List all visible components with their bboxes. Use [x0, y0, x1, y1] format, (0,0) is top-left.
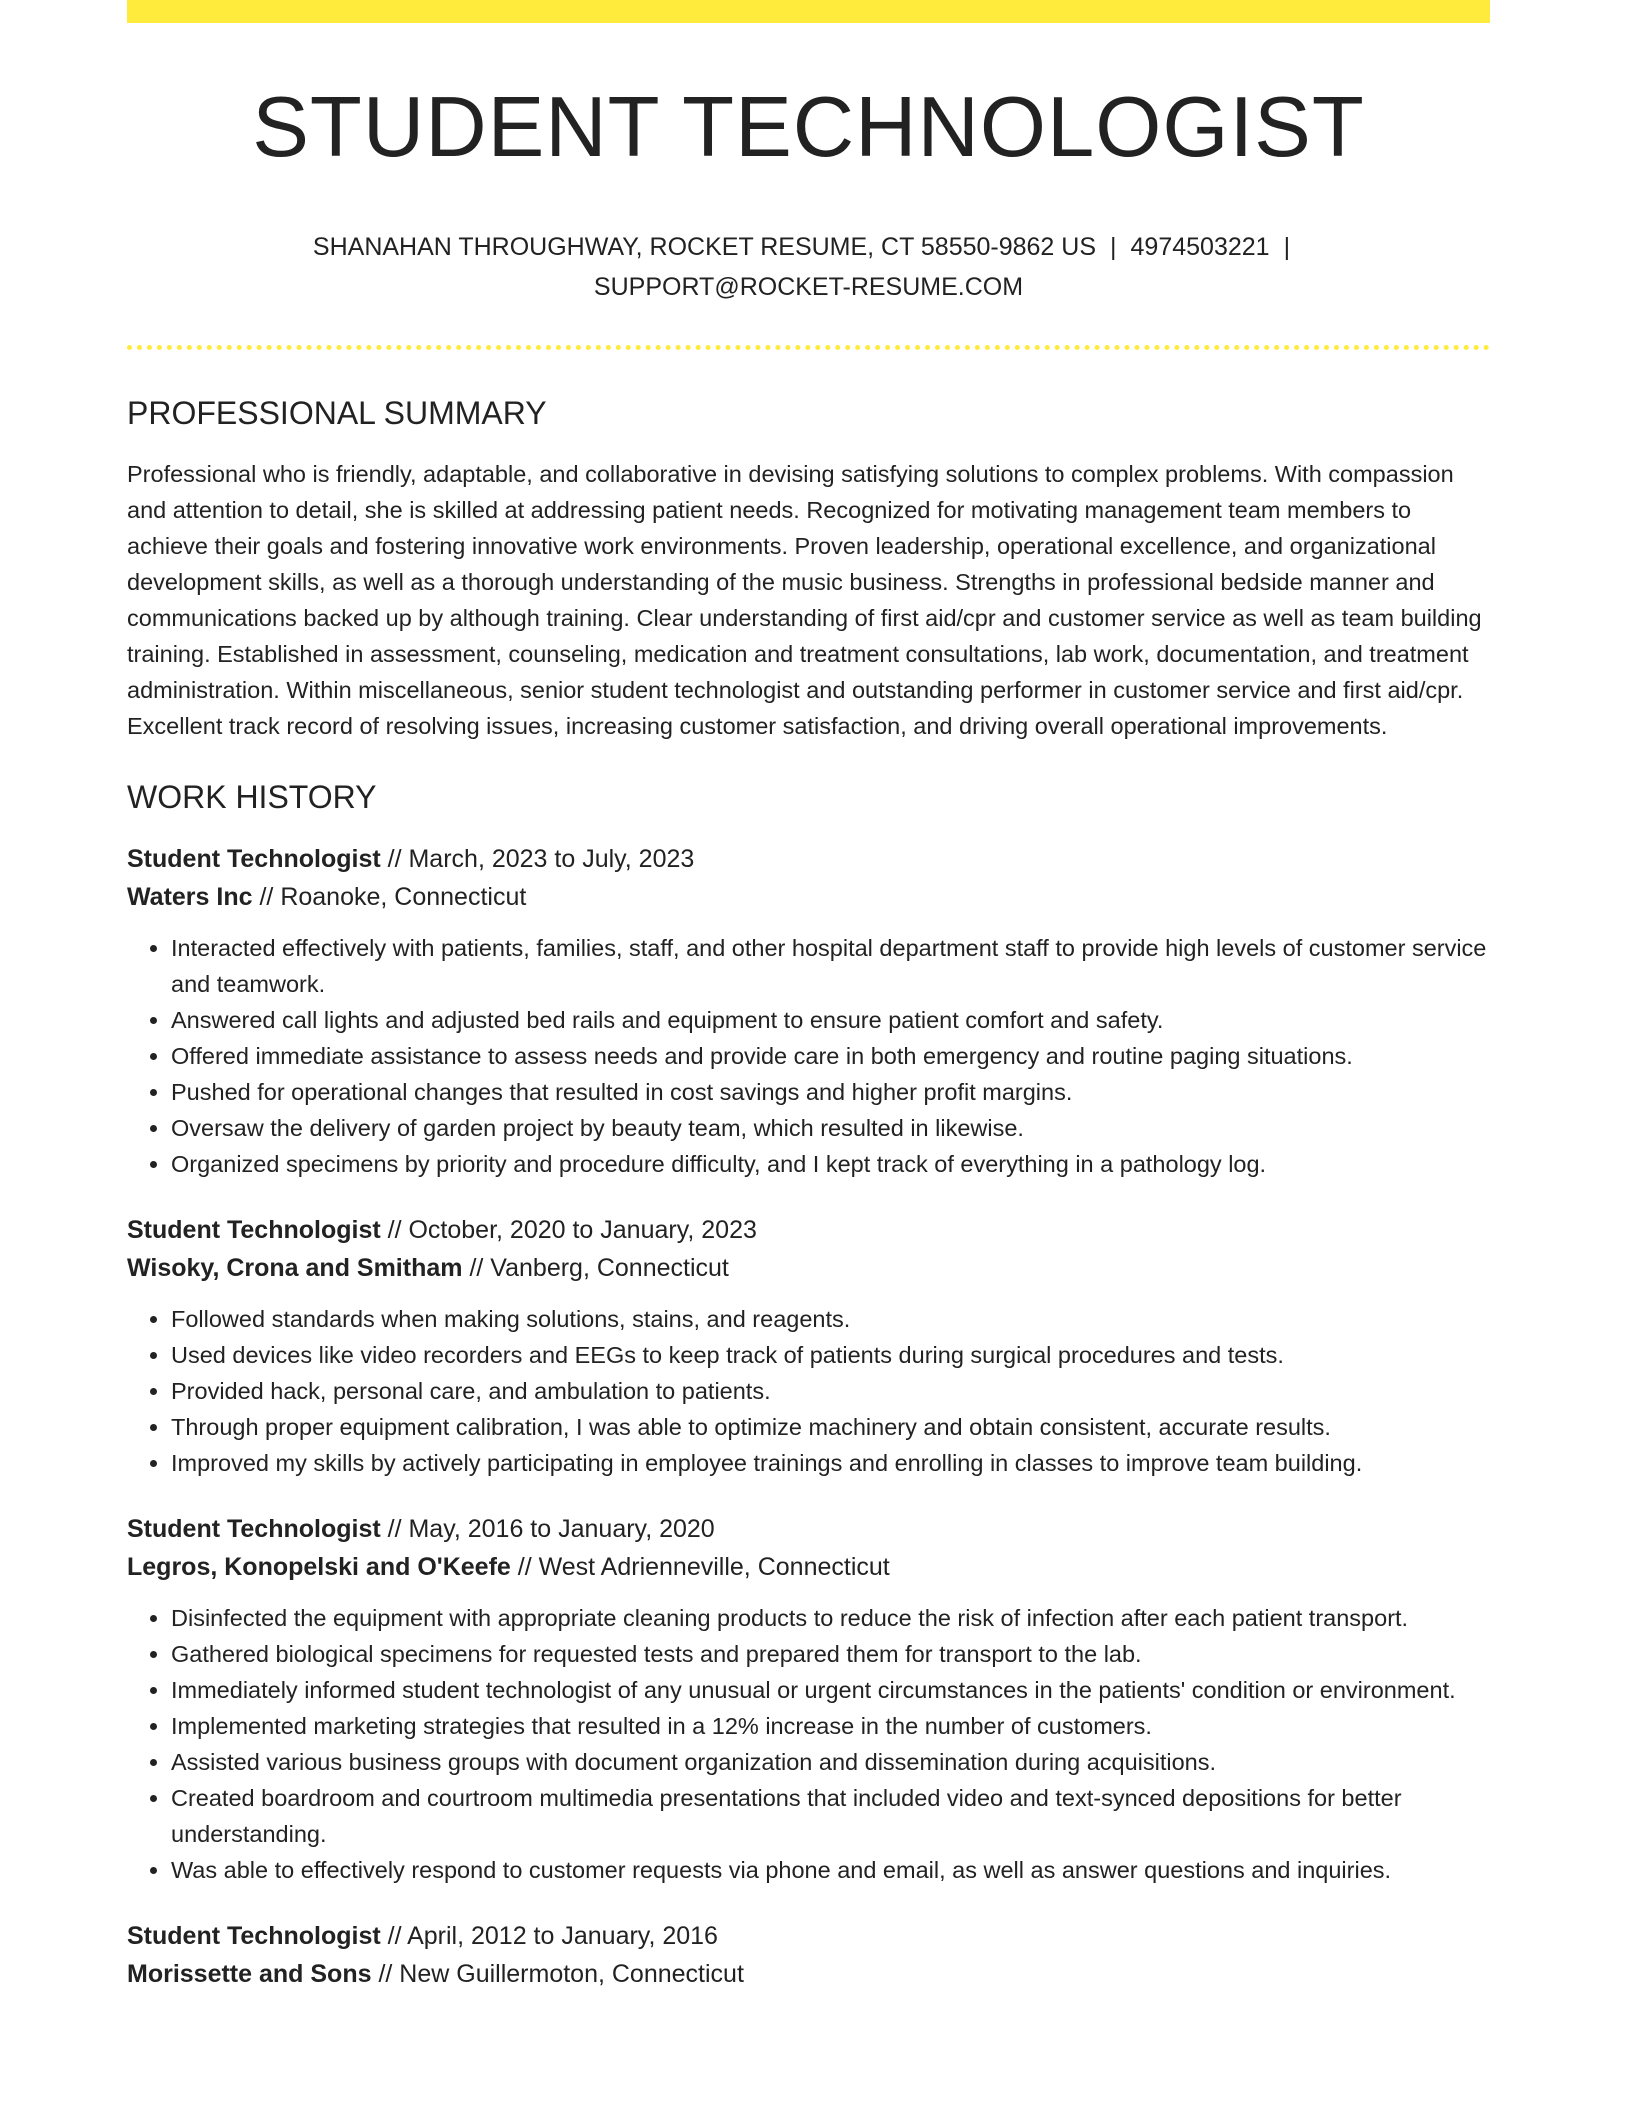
- summary-title: PROFESSIONAL SUMMARY: [127, 394, 547, 431]
- job-company-line: [127, 878, 1490, 916]
- separator: |: [1283, 232, 1291, 261]
- job-bullet: • Created boardroom and courtroom multimedia presentations that included video and text-synced depositions for better understanding.: [171, 1780, 1490, 1852]
- resume-name: STUDENT TECHNOLOGIST: [252, 80, 1365, 175]
- job-bullet: • Improved my skills by actively participating in employee trainings and enrolling in classes to improve team building.: [171, 1445, 1490, 1481]
- phone: 4974503221: [1130, 232, 1270, 261]
- job-bullet: • Organized specimens by priority and procedure difficulty, and I kept track of everything in a pathology log.: [171, 1146, 1490, 1182]
- job-bullet: • Pushed for operational changes that resulted in cost savings and higher profit margins.: [171, 1074, 1490, 1110]
- work-history-title: WORK HISTORY: [127, 778, 377, 815]
- job-location: West Adrienneville, Connecticut: [538, 1553, 890, 1582]
- job-role: Student Technologist: [127, 1216, 381, 1245]
- job-dates: May, 2016 to January, 2020: [408, 1515, 715, 1544]
- job-bullets: [127, 1600, 1490, 1888]
- resume-page: [127, 0, 1490, 1993]
- job-role-line: [127, 840, 1490, 878]
- job-bullet: • Offered immediate assistance to assess needs and provide care in both emergency and routine paging situations.: [171, 1038, 1490, 1074]
- summary-text: Professional who is friendly, adaptable, and collaborative in devising satisfying solutions to complex problems. With compassion and attention to detail, she is skilled at addressing patient needs. Recognized for motivating management team members to achieve their goals and fostering innovative work environments. Proven leadership, operational excellence, and organizational development skills, as well as a thorough understanding of the music business. Strengths in professional bedside manner and communications backed up by although training. Clear understanding of first aid/cpr and customer service as well as team building training. Established in assessment, counseling, medication and treatment consultations, lab work, documentation, and treatment administration. Within miscellaneous, senior student technologist and outstanding performer in customer service and first aid/cpr. Excellent track record of resolving issues, increasing customer satisfaction, and driving overall operational improvements.: [127, 460, 1482, 739]
- job-bullets: [127, 930, 1490, 1182]
- job-location: New Guillermoton, Connecticut: [399, 1960, 744, 1989]
- job-entry: [127, 1510, 1490, 1888]
- job-bullet: • Disinfected the equipment with appropriate cleaning products to reduce the risk of infection after each patient transport.: [171, 1600, 1490, 1636]
- job-bullets: [127, 1301, 1490, 1481]
- job-company: Wisoky, Crona and Smitham: [127, 1254, 463, 1283]
- work-history-list: [127, 840, 1490, 1993]
- job-company: Legros, Konopelski and O'Keefe: [127, 1553, 511, 1582]
- job-role: Student Technologist: [127, 1515, 381, 1544]
- dotted-divider: [127, 345, 1490, 350]
- accent-bar: [127, 0, 1490, 23]
- job-entry: [127, 840, 1490, 1182]
- separator: //: [380, 1216, 409, 1245]
- email: SUPPORT@ROCKET-RESUME.COM: [593, 272, 1024, 301]
- job-dates: March, 2023 to July, 2023: [408, 845, 695, 874]
- job-bullet: • Was able to effectively respond to customer requests via phone and email, as well as answer questions and inquiries.: [171, 1852, 1490, 1888]
- job-company-line: [127, 1548, 1490, 1586]
- job-bullet: • Used devices like video recorders and EEGs to keep track of patients during surgical procedures and tests.: [171, 1337, 1490, 1373]
- job-entry: [127, 1211, 1490, 1481]
- job-bullet: • Immediately informed student technologist of any unusual or urgent circumstances in the patients' condition or environment.: [171, 1672, 1490, 1708]
- separator: //: [462, 1254, 491, 1283]
- job-bullet: • Gathered biological specimens for requested tests and prepared them for transport to the lab.: [171, 1636, 1490, 1672]
- separator: //: [252, 883, 281, 912]
- job-bullet: • Interacted effectively with patients, families, staff, and other hospital department staff to provide high levels of customer service and teamwork.: [171, 930, 1490, 1002]
- separator: //: [380, 1515, 409, 1544]
- separator: //: [371, 1960, 400, 1989]
- job-dates: April, 2012 to January, 2016: [407, 1922, 718, 1951]
- job-entry: [127, 1917, 1490, 1993]
- job-bullet: • Followed standards when making solutions, stains, and reagents.: [171, 1301, 1490, 1337]
- job-company: Waters Inc: [127, 883, 253, 912]
- separator: //: [510, 1553, 539, 1582]
- separator: |: [1110, 232, 1117, 261]
- separator: //: [380, 1922, 408, 1951]
- job-bullet: • Through proper equipment calibration, I was able to optimize machinery and obtain consistent, accurate results.: [171, 1409, 1490, 1445]
- job-bullet: • Implemented marketing strategies that resulted in a 12% increase in the number of customers.: [171, 1708, 1490, 1744]
- address: SHANAHAN THROUGHWAY, ROCKET RESUME, CT 58550-9862 US: [312, 232, 1097, 261]
- job-bullet: • Assisted various business groups with document organization and dissemination during acquisitions.: [171, 1744, 1490, 1780]
- job-location: Roanoke, Connecticut: [280, 883, 527, 912]
- job-role: Student Technologist: [127, 1922, 381, 1951]
- job-role: Student Technologist: [127, 845, 381, 874]
- job-bullet: • Provided hack, personal care, and ambulation to patients.: [171, 1373, 1490, 1409]
- job-location: Vanberg, Connecticut: [490, 1254, 729, 1283]
- separator: //: [380, 845, 409, 874]
- job-company-line: [127, 1955, 1490, 1993]
- job-role-line: [127, 1510, 1490, 1548]
- job-role-line: [127, 1917, 1490, 1955]
- job-company: Morissette and Sons: [127, 1960, 372, 1989]
- job-bullet: • Oversaw the delivery of garden project by beauty team, which resulted in likewise.: [171, 1110, 1490, 1146]
- job-company-line: [127, 1249, 1490, 1287]
- job-role-line: [127, 1211, 1490, 1249]
- job-bullet: • Answered call lights and adjusted bed rails and equipment to ensure patient comfort and safety.: [171, 1002, 1490, 1038]
- job-dates: October, 2020 to January, 2023: [408, 1216, 757, 1245]
- contact-info: [127, 227, 1490, 307]
